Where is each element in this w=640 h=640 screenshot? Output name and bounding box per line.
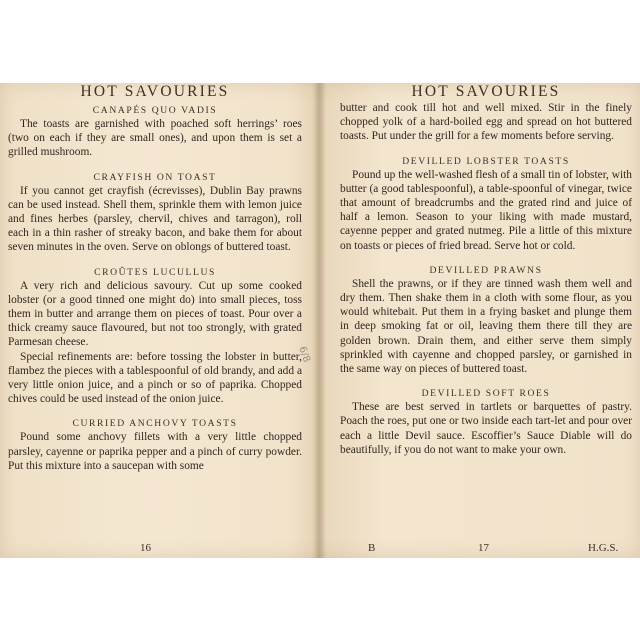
section-title: CURRIED ANCHOVY TOASTS (72, 418, 238, 430)
section-paragraph: The toasts are garnished with poached soft herrings’ roes (two on each if they are small ones), and upon them is set a grilled mushroom. (8, 118, 302, 159)
open-book (0, 83, 640, 558)
book-gutter (312, 83, 326, 558)
section-paragraph: Pound up the well-washed flesh of a small tin of lobster, with butter (a good tablespoonful), a table-spoonful of vinegar, twice that amount of breadcrumbs and the grated rind and juice of half a lemon. Season to your liking with made mustard, cayenne pepper and grated nutmeg. Pile a little of this mixture on toasts or pieces of fried bread. Serve hot or cold. (340, 168, 632, 252)
section-paragraph: If you cannot get crayfish (écrevisses), Dublin Bay prawns can be used instead. Shell them, sprinkle them with lemon juice and fines herbes (parsley, chervil, chives and tarragon), roll each in a thin rasher of streaky bacon, and bake them for about seven minutes in the oven. Serve on oblongs of buttered toast. (8, 184, 302, 254)
section-title: CRAYFISH ON TOAST (93, 171, 217, 183)
section-title: DEVILLED PRAWNS (429, 264, 543, 276)
page-number-left: 16 (140, 542, 151, 554)
continuation-paragraph: butter and cook till hot and well mixed. Stir in the finely chopped yolk of a hard-boiled egg and spread on hot buttered toasts. Put under the grill for a few moments before serving. (340, 102, 632, 143)
right-page (328, 83, 640, 558)
pencil-note: 6/8 (296, 345, 312, 364)
section-paragraph: Pound some anchovy fillets with a very little chopped parsley, cayenne or paprika pepper and a pinch of curry powder. Put this mixture into a saucepan with some (8, 431, 302, 472)
left-page (0, 83, 312, 558)
running-head-left: HOT SAVOURIES (80, 83, 230, 100)
printer-initials: H.G.S. (588, 542, 619, 554)
section-paragraph: Shell the prawns, or if they are tinned wash them well and dry them. Then shake them in a cloth with some flour, as you would whitebait. Put them in a frying basket and plunge them in deep smoking fat or oil, leaving them there till they are golden brown. Drain them, and either serve them simply sprinkled with cayenne and chopped parsley, or garnished in the same way on pieces of buttered toast. (340, 277, 632, 376)
section-paragraph: A very rich and delicious savoury. Cut up some cooked lobster (or a good tinned one might do) into small pieces, toss them in butter and arrange them on pieces of toast. Pour over a thick creamy sauce flavoured, but not too strongly, with grated Parmesan cheese. (8, 279, 302, 349)
section-paragraph: Special refinements are: before tossing the lobster in butter, flambez the pieces with a tablespoonful of old brandy, and add a very little onion juice, and a pinch or so of paprika. Chopped chives could be used instead of the onion juice. (8, 350, 302, 406)
section-title: DEVILLED LOBSTER TOASTS (402, 155, 570, 167)
section-paragraph: These are best served in tartlets or barquettes of pastry. Poach the roes, put one or two inside each tart-let and pour over each a little Devil sauce. Escoffier’s Sauce Diable will do beautifully, if you do not want to make your own. (340, 401, 632, 456)
section-title: CANAPÉS QUO VADIS (92, 105, 218, 116)
section-title: DEVILLED SOFT ROES (421, 388, 551, 400)
signature-mark: B (368, 542, 376, 554)
section-title: CROÛTES LUCULLUS (94, 266, 216, 278)
running-head-right: HOT SAVOURIES (411, 83, 561, 100)
page-number-right: 17 (478, 542, 489, 554)
